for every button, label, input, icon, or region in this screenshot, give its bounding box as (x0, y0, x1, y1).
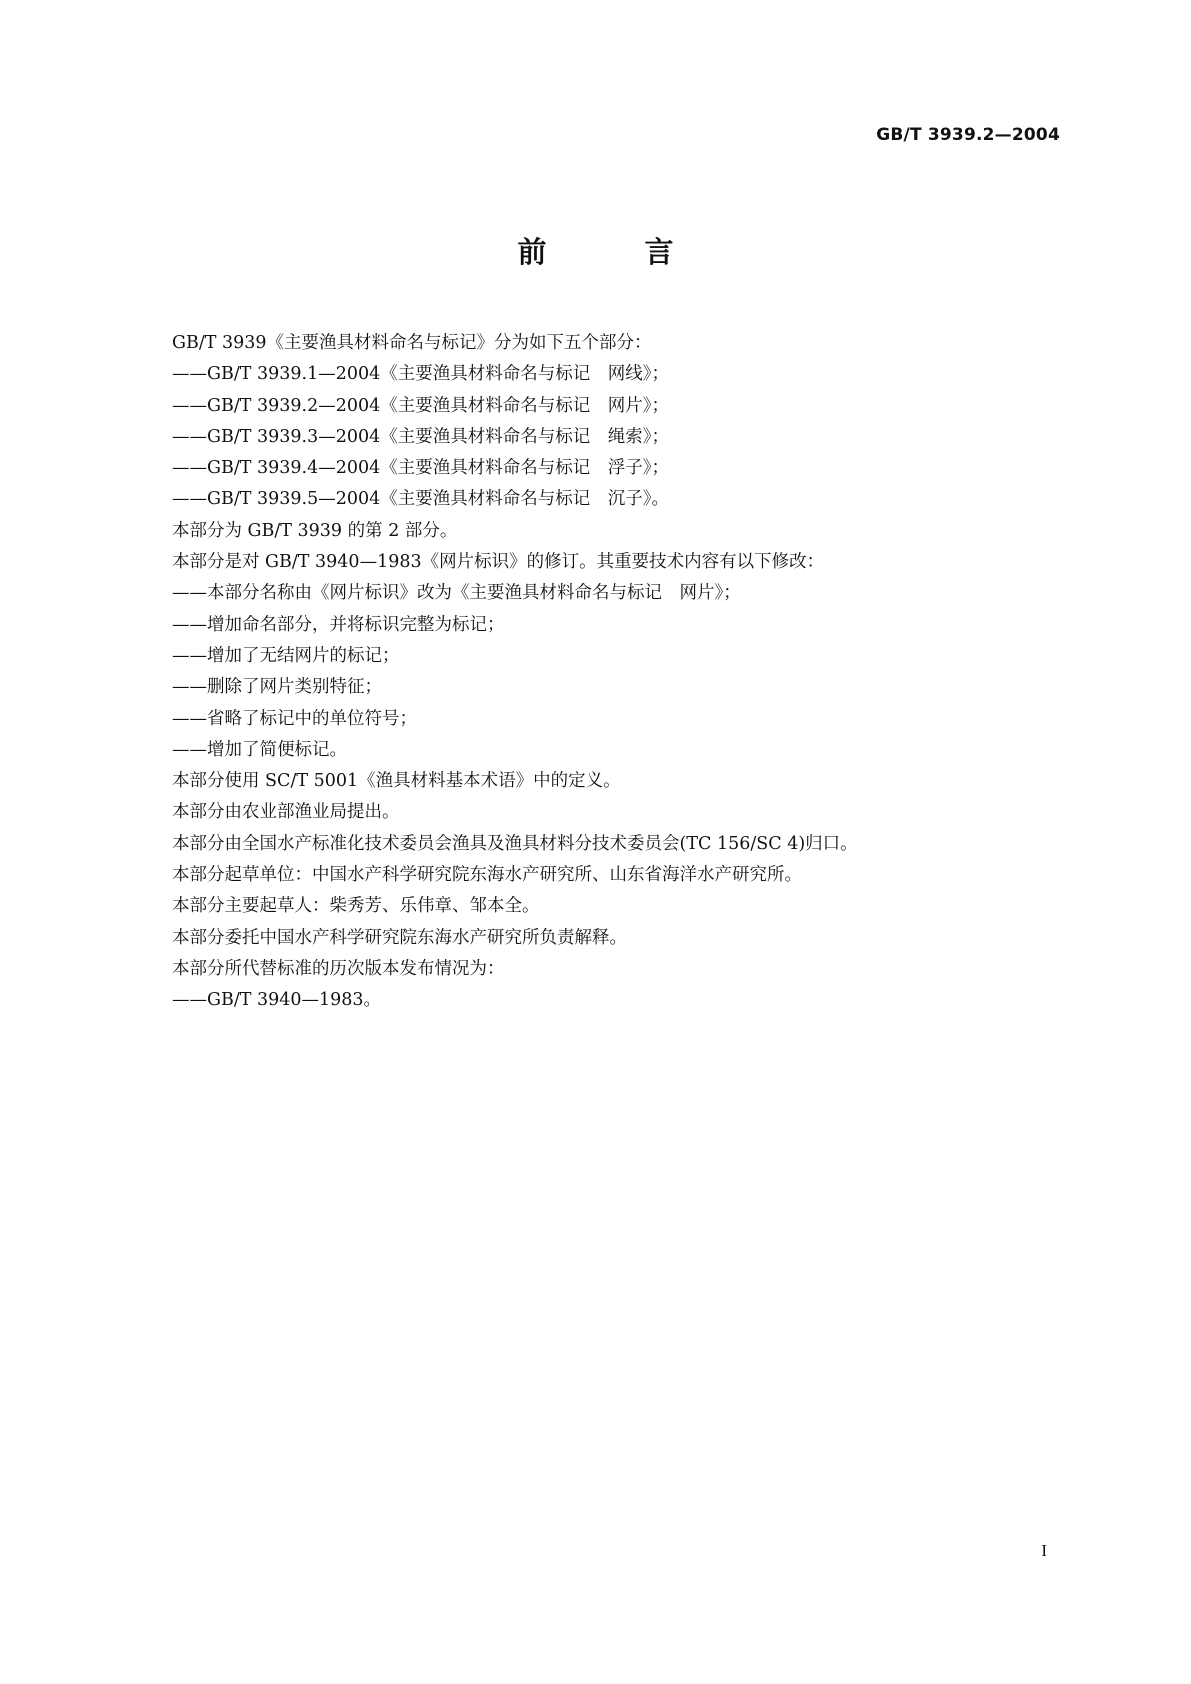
paragraph-line: 本部分委托中国水产科学研究院东海水产研究所负责解释。 (172, 927, 627, 948)
list-item: ——GB/T 3939.1—2004《主要渔具材料命名与标记 网线》； (172, 364, 669, 385)
paragraph-line: 本部分主要起草人：柴秀芳、乐伟章、邹本全。 (172, 896, 540, 917)
list-item: ——增加命名部分，并将标识完整为标记； (172, 614, 505, 635)
paragraph-line: GB/T 3939《主要渔具材料命名与标记》分为如下五个部分： (172, 333, 652, 353)
foreword-body (172, 328, 1062, 1017)
list-item: ——GB/T 3939.5—2004《主要渔具材料命名与标记 沉子》。 (172, 489, 669, 510)
paragraph-line: 本部分由全国水产标准化技术委员会渔具及渔具材料分技术委员会(TC 156/SC 4)归口。 (172, 833, 858, 854)
paragraph-line: 本部分使用 SC/T 5001《渔具材料基本术语》中的定义。 (172, 771, 621, 792)
paragraph-line: 本部分所代替标准的历次版本发布情况为： (172, 958, 505, 979)
list-item: ——GB/T 3939.3—2004《主要渔具材料命名与标记 绳索》； (172, 426, 669, 447)
page-number: I (1041, 1541, 1047, 1560)
paragraph-line: 本部分为 GB/T 3939 的第 2 部分。 (172, 520, 458, 541)
list-item: ——本部分名称由《网片标识》改为《主要渔具材料命名与标记 网片》； (172, 583, 741, 604)
list-item: ——删除了网片类别特征； (172, 677, 382, 698)
standard-code: GB/T 3939.2—2004 (876, 125, 1060, 145)
paragraph-line: 本部分起草单位：中国水产科学研究院东海水产研究所、山东省海洋水产研究所。 (172, 865, 802, 886)
list-item: ——GB/T 3940—1983。 (172, 990, 382, 1011)
page-title: 前 言 (517, 235, 718, 269)
paragraph-line: 本部分是对 GB/T 3940—1983《网片标识》的修订。其重要技术内容有以下修改： (172, 552, 825, 573)
paragraph-line: 本部分由农业部渔业局提出。 (172, 802, 400, 823)
list-item: ——增加了简便标记。 (172, 739, 347, 760)
list-item: ——GB/T 3939.2—2004《主要渔具材料命名与标记 网片》； (172, 395, 669, 416)
list-item: ——省略了标记中的单位符号； (172, 708, 417, 729)
list-item: ——增加了无结网片的标记； (172, 645, 400, 666)
list-item: ——GB/T 3939.4—2004《主要渔具材料命名与标记 浮子》； (172, 458, 669, 479)
